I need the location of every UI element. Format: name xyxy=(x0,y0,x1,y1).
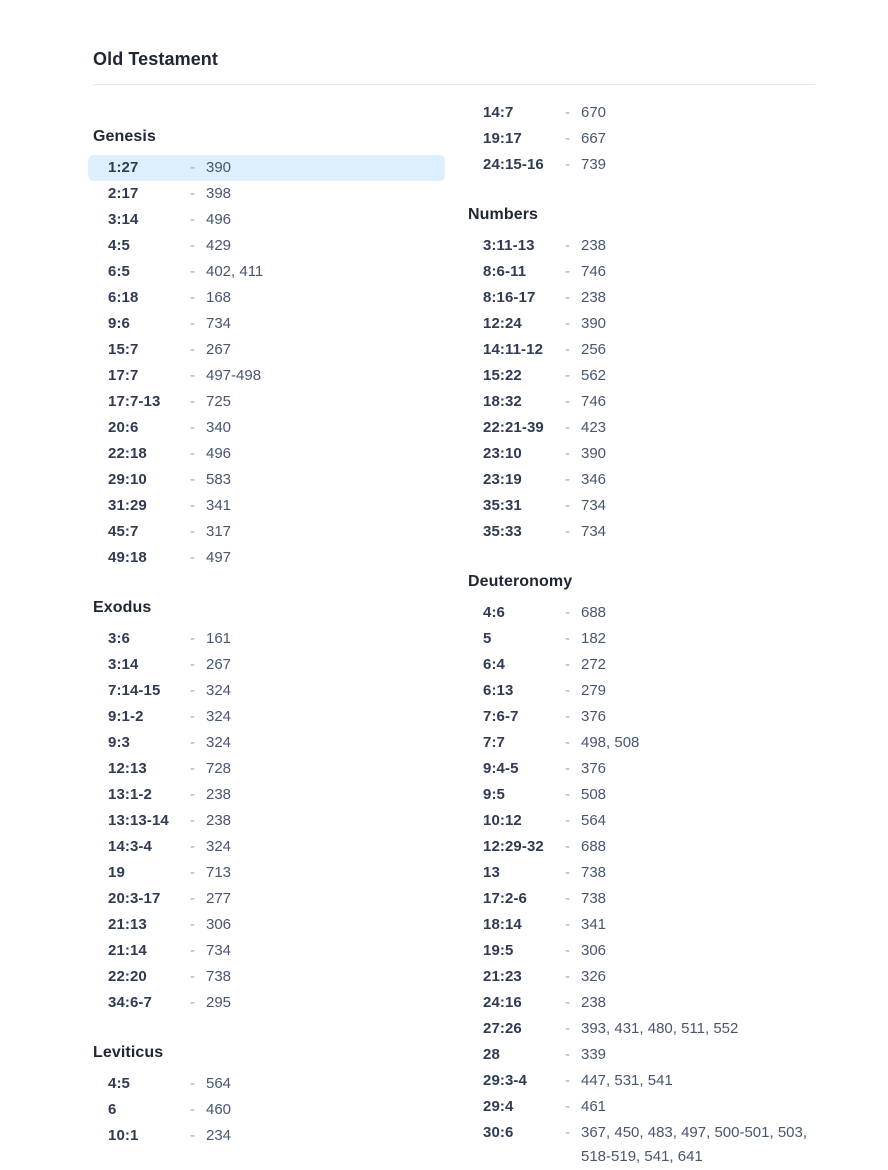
dash-separator: - xyxy=(190,523,195,540)
index-entry[interactable] xyxy=(468,808,815,834)
index-columns xyxy=(93,85,815,1170)
page-numbers: 341 xyxy=(206,497,232,514)
dash-separator: - xyxy=(565,341,570,358)
verse-reference: 1:27 xyxy=(108,159,139,176)
index-entry[interactable] xyxy=(93,782,445,808)
page-numbers: 324 xyxy=(206,734,232,751)
index-entry[interactable] xyxy=(88,155,445,181)
dash-separator: - xyxy=(190,263,195,280)
page-numbers: 238 xyxy=(581,289,607,306)
dash-separator: - xyxy=(565,838,570,855)
page-numbers: 508 xyxy=(581,786,607,803)
dash-separator: - xyxy=(190,812,195,829)
verse-reference: 6:18 xyxy=(108,289,139,306)
verse-reference: 3:14 xyxy=(108,656,139,673)
index-entry[interactable] xyxy=(93,912,445,938)
page-numbers: 376 xyxy=(581,760,607,777)
verse-reference: 34:6-7 xyxy=(108,994,152,1011)
dash-separator: - xyxy=(190,734,195,751)
page-numbers: 498, 508 xyxy=(581,734,640,751)
index-entry[interactable] xyxy=(93,652,445,678)
dash-separator: - xyxy=(565,419,570,436)
page-numbers: 367, 450, 483, 497, 500-501, 503, 518-519, 541, 641 xyxy=(581,1124,808,1165)
page-numbers: 346 xyxy=(581,471,607,488)
dash-separator: - xyxy=(190,1075,195,1092)
verse-reference: 15:7 xyxy=(108,341,139,358)
page-numbers: 182 xyxy=(581,630,607,647)
dash-separator: - xyxy=(565,1046,570,1063)
verse-reference: 28 xyxy=(483,1046,500,1063)
index-entry[interactable] xyxy=(468,678,815,704)
dash-separator: - xyxy=(190,968,195,985)
dash-separator: - xyxy=(565,263,570,280)
page-numbers: 564 xyxy=(581,812,607,829)
dash-separator: - xyxy=(190,419,195,436)
dash-separator: - xyxy=(190,341,195,358)
page-numbers: 583 xyxy=(206,471,232,488)
page-numbers: 324 xyxy=(206,838,232,855)
page-numbers: 267 xyxy=(206,656,232,673)
dash-separator: - xyxy=(190,237,195,254)
dash-separator: - xyxy=(190,786,195,803)
verse-reference: 22:20 xyxy=(108,968,147,985)
dash-separator: - xyxy=(190,211,195,228)
dash-separator: - xyxy=(190,315,195,332)
verse-reference: 12:13 xyxy=(108,760,147,777)
verse-reference: 9:5 xyxy=(483,786,505,803)
dash-separator: - xyxy=(565,916,570,933)
dash-separator: - xyxy=(565,471,570,488)
index-column-2 xyxy=(468,100,815,1170)
verse-reference: 30:6 xyxy=(483,1124,514,1141)
index-entry[interactable] xyxy=(93,415,445,441)
verse-reference: 13:1-2 xyxy=(108,786,152,803)
dash-separator: - xyxy=(190,367,195,384)
index-entry[interactable] xyxy=(93,756,445,782)
page-numbers: 739 xyxy=(581,156,607,173)
index-entry[interactable] xyxy=(468,415,815,441)
index-entry[interactable] xyxy=(93,938,445,964)
index-entry[interactable] xyxy=(468,285,815,311)
dash-separator: - xyxy=(190,185,195,202)
verse-reference: 17:2-6 xyxy=(483,890,527,907)
book-section xyxy=(93,597,445,1016)
dash-separator: - xyxy=(565,130,570,147)
index-entry[interactable] xyxy=(468,337,815,363)
index-entry[interactable] xyxy=(93,990,445,1016)
page-numbers: 670 xyxy=(581,104,607,121)
dash-separator: - xyxy=(190,916,195,933)
page-numbers: 326 xyxy=(581,968,607,985)
verse-reference: 22:18 xyxy=(108,445,147,462)
index-entry[interactable] xyxy=(93,441,445,467)
index-entry[interactable] xyxy=(468,493,815,519)
page-numbers: 238 xyxy=(206,786,232,803)
page-title: Old Testament xyxy=(93,49,218,69)
page-numbers: 376 xyxy=(581,708,607,725)
index-entry[interactable] xyxy=(468,441,815,467)
index-entry[interactable] xyxy=(468,519,815,545)
index-entry[interactable] xyxy=(93,1123,445,1149)
page-numbers: 496 xyxy=(206,211,232,228)
dash-separator: - xyxy=(190,1101,195,1118)
page-numbers: 734 xyxy=(581,497,607,514)
page-numbers: 738 xyxy=(581,864,607,881)
page-numbers: 238 xyxy=(581,994,607,1011)
dash-separator: - xyxy=(565,1020,570,1037)
page-numbers: 423 xyxy=(581,419,607,436)
page-numbers: 460 xyxy=(206,1101,232,1118)
verse-reference: 20:3-17 xyxy=(108,890,161,907)
page-numbers: 562 xyxy=(581,367,607,384)
page-numbers: 390 xyxy=(581,315,607,332)
verse-reference: 35:33 xyxy=(483,523,522,540)
page-numbers: 738 xyxy=(206,968,232,985)
page-numbers: 390 xyxy=(581,445,607,462)
dash-separator: - xyxy=(565,104,570,121)
index-entry[interactable] xyxy=(468,389,815,415)
dash-separator: - xyxy=(565,1124,570,1141)
page-numbers: 688 xyxy=(581,838,607,855)
index-entry[interactable] xyxy=(468,152,815,178)
dash-separator: - xyxy=(565,315,570,332)
book-heading: Exodus xyxy=(93,599,152,616)
index-entry[interactable] xyxy=(93,1071,445,1097)
dash-separator: - xyxy=(190,497,195,514)
dash-separator: - xyxy=(565,1072,570,1089)
page-numbers: 734 xyxy=(581,523,607,540)
verse-reference: 14:11-12 xyxy=(483,341,544,358)
dash-separator: - xyxy=(565,682,570,699)
page-numbers: 402, 411 xyxy=(206,263,264,280)
verse-reference: 35:31 xyxy=(483,497,522,514)
dash-separator: - xyxy=(190,1127,195,1144)
dash-separator: - xyxy=(565,289,570,306)
index-column-1 xyxy=(93,100,445,1170)
index-entry[interactable] xyxy=(93,626,445,652)
verse-reference: 12:24 xyxy=(483,315,522,332)
page-numbers: 324 xyxy=(206,682,232,699)
dash-separator: - xyxy=(565,890,570,907)
index-entry[interactable] xyxy=(93,964,445,990)
dash-separator: - xyxy=(190,289,195,306)
page-numbers: 390 xyxy=(206,159,232,176)
index-entry[interactable] xyxy=(468,886,815,912)
index-entry[interactable] xyxy=(468,1120,815,1170)
index-entry[interactable] xyxy=(93,886,445,912)
page-numbers: 497 xyxy=(206,549,232,566)
page-numbers: 393, 431, 480, 511, 552 xyxy=(581,1020,739,1037)
page-numbers: 728 xyxy=(206,760,232,777)
verse-reference: 3:6 xyxy=(108,630,130,647)
verse-reference: 31:29 xyxy=(108,497,147,514)
book-heading: Genesis xyxy=(93,128,156,145)
index-entry[interactable] xyxy=(468,1016,815,1042)
dash-separator: - xyxy=(565,942,570,959)
dash-separator: - xyxy=(190,549,195,566)
page-numbers: 324 xyxy=(206,708,232,725)
dash-separator: - xyxy=(565,708,570,725)
dash-separator: - xyxy=(565,393,570,410)
index-entry[interactable] xyxy=(93,207,445,233)
dash-separator: - xyxy=(565,760,570,777)
verse-reference: 29:10 xyxy=(108,471,147,488)
verse-reference: 21:23 xyxy=(483,968,522,985)
dash-separator: - xyxy=(190,760,195,777)
verse-reference: 8:16-17 xyxy=(483,289,536,306)
dash-separator: - xyxy=(565,630,570,647)
index-entry[interactable] xyxy=(468,467,815,493)
page-numbers: 713 xyxy=(206,864,232,881)
verse-reference: 6:5 xyxy=(108,263,130,280)
verse-reference: 49:18 xyxy=(108,549,147,566)
page-numbers: 267 xyxy=(206,341,232,358)
verse-reference: 27:26 xyxy=(483,1020,522,1037)
index-entry[interactable] xyxy=(93,311,445,337)
verse-reference: 2:17 xyxy=(108,185,139,202)
page-numbers: 725 xyxy=(206,393,232,410)
book-heading: Leviticus xyxy=(93,1044,164,1061)
index-entry[interactable] xyxy=(468,259,815,285)
dash-separator: - xyxy=(190,682,195,699)
dash-separator: - xyxy=(565,786,570,803)
dash-separator: - xyxy=(190,445,195,462)
index-entry[interactable] xyxy=(93,259,445,285)
index-entry[interactable] xyxy=(93,233,445,259)
index-entry[interactable] xyxy=(468,704,815,730)
verse-reference: 24:16 xyxy=(483,994,522,1011)
index-entry[interactable] xyxy=(468,730,815,756)
verse-reference: 10:1 xyxy=(108,1127,139,1144)
book-section xyxy=(93,1042,445,1149)
page-numbers: 447, 531, 541 xyxy=(581,1072,673,1089)
page-numbers: 341 xyxy=(581,916,607,933)
dash-separator: - xyxy=(190,864,195,881)
page-numbers: 746 xyxy=(581,263,607,280)
index-entry[interactable] xyxy=(468,1042,815,1068)
verse-reference: 17:7-13 xyxy=(108,393,161,410)
page-numbers: 429 xyxy=(206,237,232,254)
page-numbers: 667 xyxy=(581,130,607,147)
page-numbers: 295 xyxy=(206,994,232,1011)
verse-reference: 9:3 xyxy=(108,734,130,751)
index-entry[interactable] xyxy=(93,704,445,730)
index-entry[interactable] xyxy=(93,545,445,571)
index-entry[interactable] xyxy=(468,100,815,126)
dash-separator: - xyxy=(190,630,195,647)
page-numbers: 497-498 xyxy=(206,367,262,384)
verse-reference: 9:4-5 xyxy=(483,760,519,777)
verse-reference: 18:32 xyxy=(483,393,522,410)
verse-reference: 19 xyxy=(108,864,125,881)
page-numbers: 256 xyxy=(581,341,607,358)
dash-separator: - xyxy=(565,497,570,514)
dash-separator: - xyxy=(190,890,195,907)
dash-separator: - xyxy=(565,156,570,173)
dash-separator: - xyxy=(190,942,195,959)
index-entry[interactable] xyxy=(468,782,815,808)
dash-separator: - xyxy=(190,471,195,488)
index-entry[interactable] xyxy=(468,626,815,652)
index-entry[interactable] xyxy=(468,912,815,938)
verse-reference: 21:13 xyxy=(108,916,147,933)
dash-separator: - xyxy=(190,159,195,176)
verse-reference: 6:4 xyxy=(483,656,505,673)
page-numbers: 161 xyxy=(206,630,232,647)
verse-reference: 7:6-7 xyxy=(483,708,519,725)
verse-reference: 17:7 xyxy=(108,367,139,384)
page-numbers: 238 xyxy=(581,237,607,254)
verse-reference: 19:5 xyxy=(483,942,514,959)
verse-reference: 24:15-16 xyxy=(483,156,544,173)
dash-separator: - xyxy=(190,708,195,725)
dash-separator: - xyxy=(565,1098,570,1115)
page-numbers: 277 xyxy=(206,890,232,907)
index-entry[interactable] xyxy=(468,860,815,886)
index-entry[interactable] xyxy=(93,285,445,311)
verse-reference: 23:19 xyxy=(483,471,522,488)
page-numbers: 734 xyxy=(206,315,232,332)
verse-reference: 3:11-13 xyxy=(483,237,535,254)
book-section xyxy=(468,100,815,178)
verse-reference: 18:14 xyxy=(483,916,522,933)
page-numbers: 398 xyxy=(206,185,232,202)
index-entry[interactable] xyxy=(93,730,445,756)
verse-reference: 7:14-15 xyxy=(108,682,161,699)
index-entry[interactable] xyxy=(93,363,445,389)
page-numbers: 564 xyxy=(206,1075,232,1092)
index-entry[interactable] xyxy=(93,519,445,545)
verse-reference: 4:5 xyxy=(108,237,130,254)
index-entry[interactable] xyxy=(93,467,445,493)
verse-reference: 14:3-4 xyxy=(108,838,152,855)
page-numbers: 234 xyxy=(206,1127,232,1144)
index-entry[interactable] xyxy=(468,1068,815,1094)
dash-separator: - xyxy=(565,734,570,751)
index-entry[interactable] xyxy=(93,834,445,860)
index-entry[interactable] xyxy=(93,181,445,207)
index-entry[interactable] xyxy=(468,1094,815,1120)
index-entry[interactable] xyxy=(468,600,815,626)
page-numbers: 238 xyxy=(206,812,232,829)
verse-reference: 6 xyxy=(108,1101,117,1118)
verse-reference: 6:13 xyxy=(483,682,514,699)
book-section xyxy=(468,204,815,545)
page-numbers: 306 xyxy=(581,942,607,959)
verse-reference: 4:6 xyxy=(483,604,505,621)
index-entry[interactable] xyxy=(468,938,815,964)
index-entry[interactable] xyxy=(468,990,815,1016)
dash-separator: - xyxy=(565,968,570,985)
page-numbers: 688 xyxy=(581,604,607,621)
book-heading: Numbers xyxy=(468,206,539,223)
index-entry[interactable] xyxy=(468,363,815,389)
verse-reference: 13:13-14 xyxy=(108,812,169,829)
page-numbers: 734 xyxy=(206,942,232,959)
index-entry[interactable] xyxy=(468,756,815,782)
page-numbers: 279 xyxy=(581,682,607,699)
verse-reference: 4:5 xyxy=(108,1075,130,1092)
verse-reference: 9:1-2 xyxy=(108,708,144,725)
dash-separator: - xyxy=(190,994,195,1011)
verse-reference: 45:7 xyxy=(108,523,139,540)
index-entry[interactable] xyxy=(468,233,815,259)
page-numbers: 340 xyxy=(206,419,232,436)
page-numbers: 317 xyxy=(206,523,232,540)
verse-reference: 15:22 xyxy=(483,367,522,384)
index-entry[interactable] xyxy=(468,311,815,337)
index-entry[interactable] xyxy=(93,678,445,704)
verse-reference: 5 xyxy=(483,630,492,647)
dash-separator: - xyxy=(190,393,195,410)
dash-separator: - xyxy=(565,237,570,254)
book-section xyxy=(468,571,815,1170)
page-numbers: 168 xyxy=(206,289,232,306)
index-entry[interactable] xyxy=(468,964,815,990)
verse-reference: 8:6-11 xyxy=(483,263,527,280)
page-numbers: 496 xyxy=(206,445,232,462)
verse-reference: 20:6 xyxy=(108,419,139,436)
index-entry[interactable] xyxy=(93,860,445,886)
index-entry[interactable] xyxy=(468,126,815,152)
page-numbers: 746 xyxy=(581,393,607,410)
verse-reference: 12:29-32 xyxy=(483,838,544,855)
verse-reference: 29:4 xyxy=(483,1098,514,1115)
verse-reference: 23:10 xyxy=(483,445,522,462)
book-heading: Deuteronomy xyxy=(468,573,573,590)
index-entry[interactable] xyxy=(93,493,445,519)
index-entry[interactable] xyxy=(93,1097,445,1123)
verse-reference: 19:17 xyxy=(483,130,522,147)
page-numbers: 272 xyxy=(581,656,607,673)
index-entry[interactable] xyxy=(93,808,445,834)
verse-reference: 9:6 xyxy=(108,315,130,332)
dash-separator: - xyxy=(565,656,570,673)
index-entry[interactable] xyxy=(93,337,445,363)
index-entry[interactable] xyxy=(468,652,815,678)
dash-separator: - xyxy=(565,367,570,384)
page-numbers: 306 xyxy=(206,916,232,933)
verse-reference: 7:7 xyxy=(483,734,505,751)
verse-reference: 22:21-39 xyxy=(483,419,544,436)
page-numbers: 339 xyxy=(581,1046,607,1063)
dash-separator: - xyxy=(190,656,195,673)
dash-separator: - xyxy=(565,812,570,829)
book-section xyxy=(93,126,445,571)
verse-reference: 13 xyxy=(483,864,500,881)
dash-separator: - xyxy=(565,523,570,540)
dash-separator: - xyxy=(565,604,570,621)
dash-separator: - xyxy=(565,994,570,1011)
verse-reference: 3:14 xyxy=(108,211,139,228)
index-entry[interactable] xyxy=(468,834,815,860)
page-numbers: 461 xyxy=(581,1098,607,1115)
dash-separator: - xyxy=(565,864,570,881)
page-numbers: 738 xyxy=(581,890,607,907)
verse-reference: 10:12 xyxy=(483,812,522,829)
verse-reference: 14:7 xyxy=(483,104,514,121)
verse-reference: 29:3-4 xyxy=(483,1072,527,1089)
index-entry[interactable] xyxy=(93,389,445,415)
verse-reference: 21:14 xyxy=(108,942,147,959)
dash-separator: - xyxy=(190,838,195,855)
dash-separator: - xyxy=(565,445,570,462)
